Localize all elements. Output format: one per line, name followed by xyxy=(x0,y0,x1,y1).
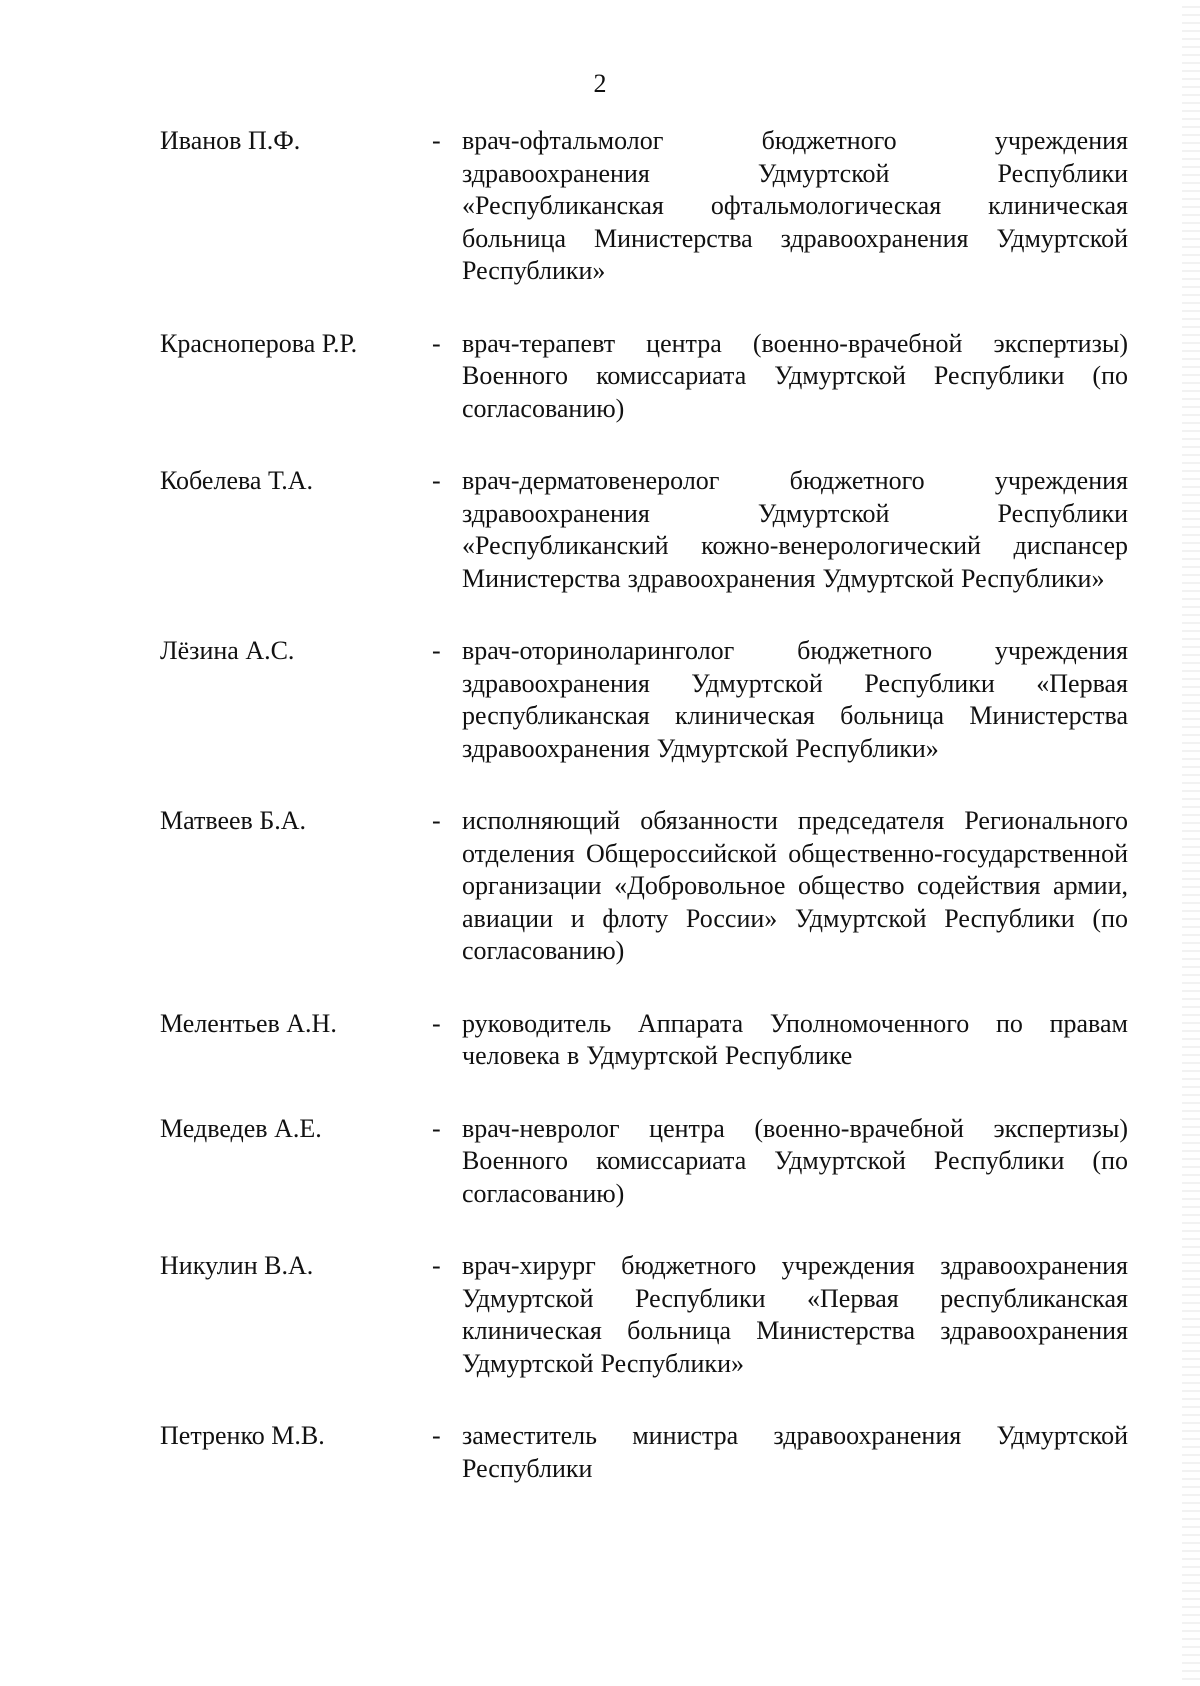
entry-dash: - xyxy=(432,1251,441,1280)
list-item xyxy=(0,1250,1200,1380)
member-position: врач-дерматовенеролог бюджетного учреждения здравоохранения Удмуртской Республики «Республиканский кожно-венерологический диспансер Министерства здравоохранения Удмуртской Республики» xyxy=(462,466,1128,593)
list-item xyxy=(0,1008,1200,1073)
member-list xyxy=(0,125,1200,1525)
list-item xyxy=(0,125,1200,288)
member-position: врач-терапевт центра (военно-врачебной экспертизы) Военного комиссариата Удмуртской Республики (по согласованию) xyxy=(462,328,1128,423)
member-position: врач-офтальмолог бюджетного учреждения здравоохранения Удмуртской Республики «Республиканская офтальмологическая клиническая больница Министерства здравоохранения Удмуртской Республики» xyxy=(462,126,1128,285)
member-position: исполняющий обязанности председателя Регионального отделения Общероссийской общественно-государственной организации «Добровольное общество содействия армии, авиации и флоту России» Удмуртской Республики (по согласованию) xyxy=(462,806,1128,965)
member-name: Лёзина А.С. xyxy=(160,636,295,665)
entry-dash: - xyxy=(432,466,441,495)
entry-dash: - xyxy=(432,1421,441,1450)
list-item xyxy=(0,1420,1200,1485)
page-number: 2 xyxy=(593,69,607,98)
member-name: Кобелева Т.А. xyxy=(160,466,314,495)
member-position: руководитель Аппарата Уполномоченного по правам человека в Удмуртской Республике xyxy=(462,1008,1128,1070)
list-item xyxy=(0,635,1200,765)
list-item xyxy=(0,328,1200,426)
member-name: Мелентьев А.Н. xyxy=(160,1008,337,1038)
member-position: врач-оториноларинголог бюджетного учреждения здравоохранения Удмуртской Республики «Первая республиканская клиническая больница Министерства здравоохранения Удмуртской Республики» xyxy=(462,636,1128,763)
entry-dash: - xyxy=(432,328,441,358)
member-name: Матвеев Б.А. xyxy=(160,806,307,835)
list-item xyxy=(0,805,1200,968)
member-name: Иванов П.Ф. xyxy=(160,126,301,155)
member-position: заместитель министра здравоохранения Удмуртской Республики xyxy=(462,1421,1128,1483)
entry-dash: - xyxy=(432,636,441,665)
member-position: врач-невролог центра (военно-врачебной экспертизы) Военного комиссариата Удмуртской Республики (по согласованию) xyxy=(462,1113,1128,1208)
list-item xyxy=(0,465,1200,595)
member-name: Петренко М.В. xyxy=(160,1421,325,1450)
entry-dash: - xyxy=(432,806,441,835)
entry-dash: - xyxy=(432,1008,441,1038)
member-name: Медведев А.Е. xyxy=(160,1113,322,1143)
member-name: Красноперова Р.Р. xyxy=(160,328,358,358)
member-position: врач-хирург бюджетного учреждения здравоохранения Удмуртской Республики «Первая республиканская клиническая больница Министерства здравоохранения Удмуртской Республики» xyxy=(462,1251,1128,1378)
list-item xyxy=(0,1113,1200,1211)
member-name: Никулин В.А. xyxy=(160,1251,314,1280)
entry-dash: - xyxy=(432,1113,441,1143)
entry-dash: - xyxy=(432,126,441,155)
